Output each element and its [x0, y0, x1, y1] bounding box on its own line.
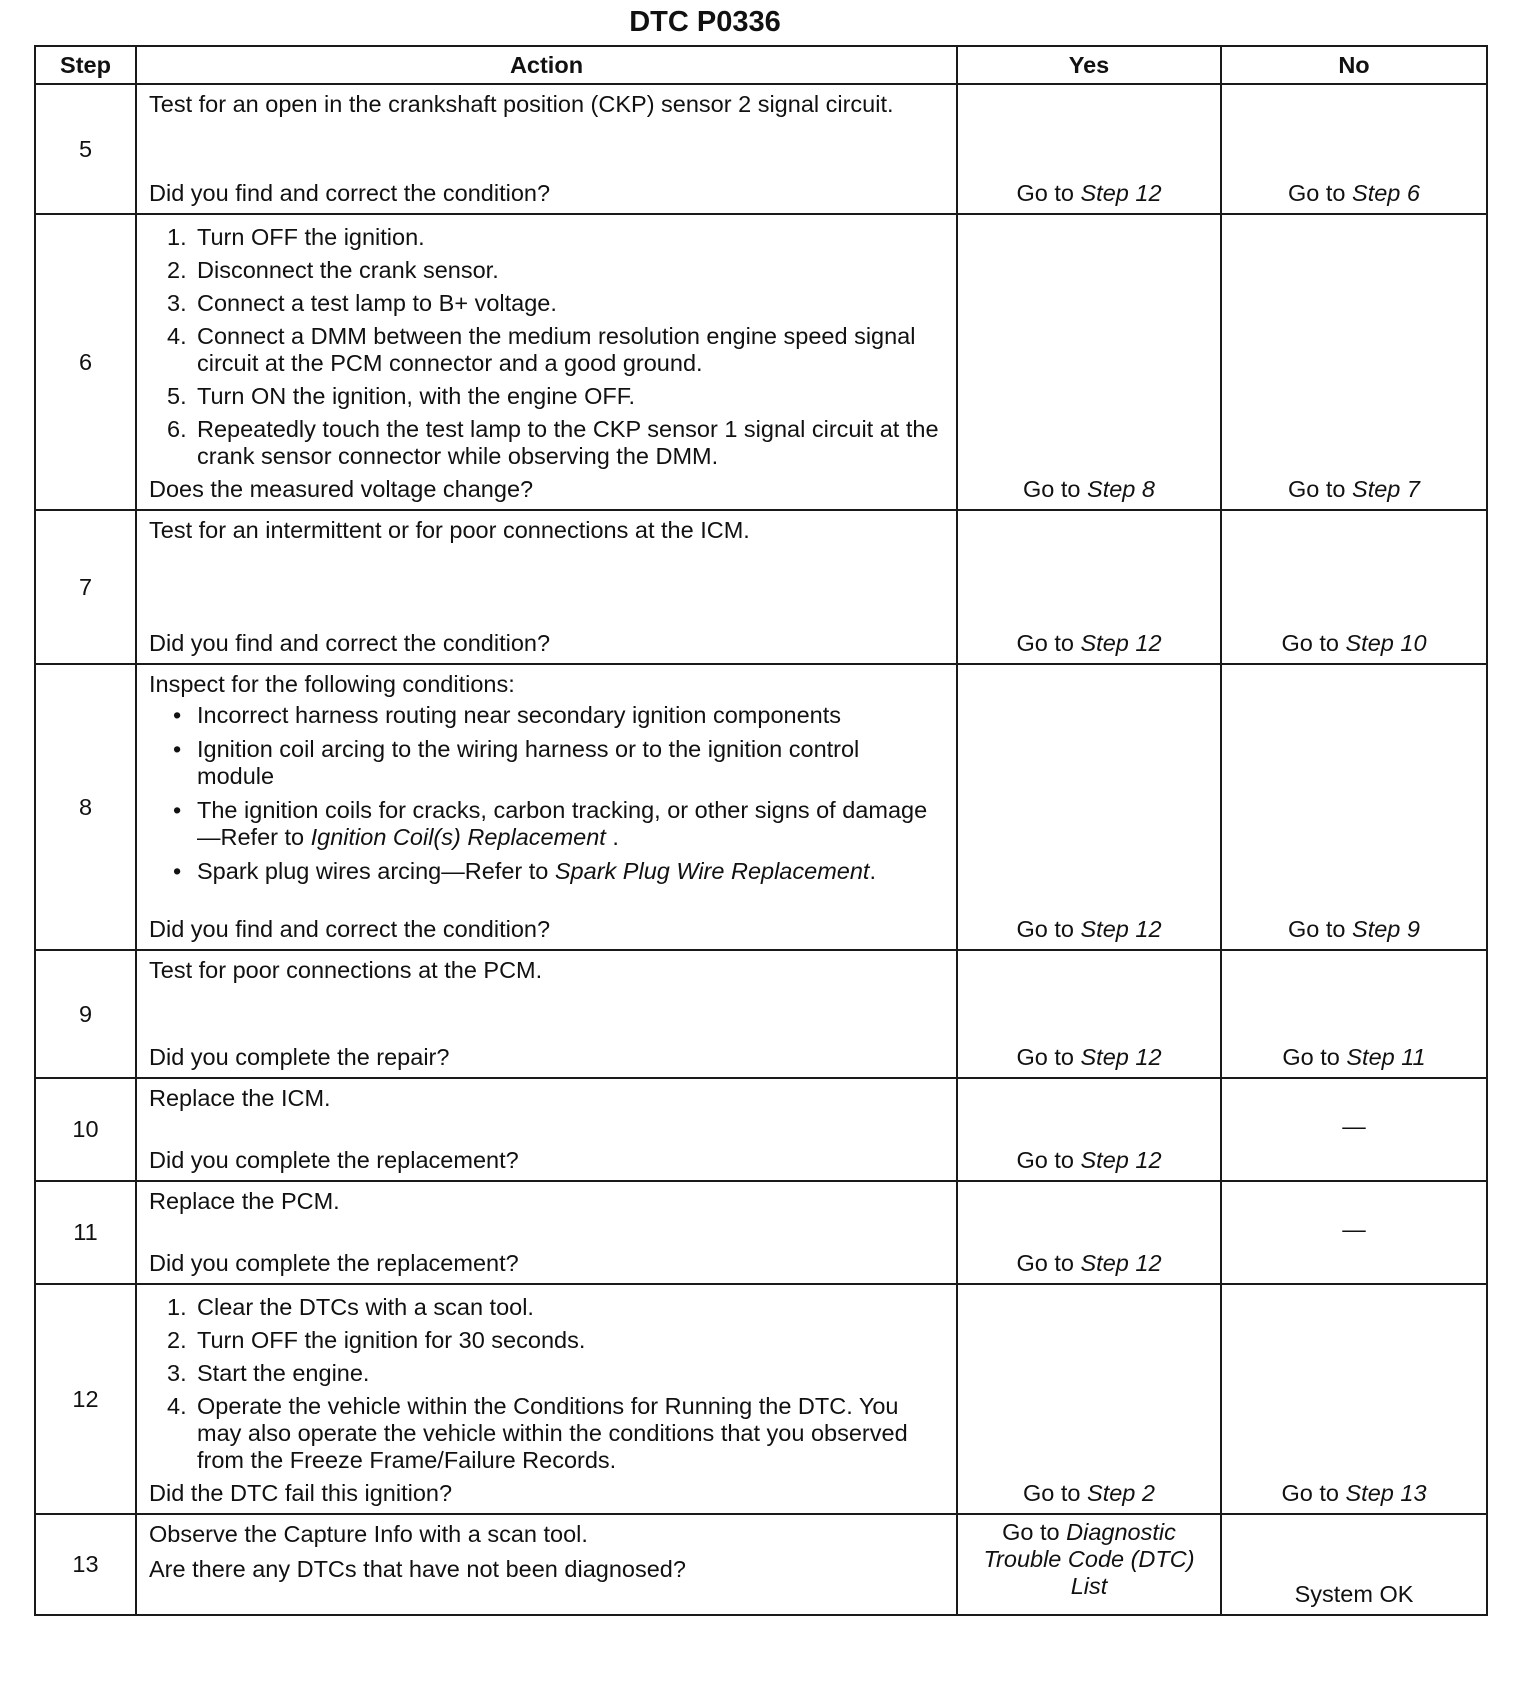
- yes-step-link[interactable]: Step 12: [1080, 1250, 1162, 1276]
- no-cell: [1221, 664, 1487, 950]
- list-text: Connect a test lamp to B+ voltage.: [197, 290, 557, 316]
- yes-step-link[interactable]: Step 8: [1087, 476, 1155, 502]
- yes-step-link[interactable]: Step 12: [1080, 1147, 1162, 1173]
- action-text: Test for poor connections at the PCM.: [149, 957, 543, 983]
- list-item: [167, 1360, 942, 1387]
- list-number: 1.: [167, 1294, 187, 1320]
- no-step-link[interactable]: Step 13: [1345, 1480, 1427, 1506]
- list-text: Turn OFF the ignition.: [197, 224, 425, 250]
- list-text: Repeatedly touch the test lamp to the CKP sensor 1 signal circuit at the crank sensor connector while observing the DMM.: [197, 416, 939, 469]
- action-question: Did you find and correct the condition?: [149, 630, 551, 656]
- action-cell: [136, 1514, 957, 1615]
- no-prefix: Go to: [1288, 180, 1353, 206]
- list-number: 1.: [167, 224, 187, 250]
- table-row: [35, 1078, 1487, 1181]
- list-item: [167, 224, 942, 251]
- no-cell: [1221, 214, 1487, 510]
- step-number: 12: [35, 1284, 136, 1514]
- no-cell: [1221, 510, 1487, 664]
- yes-cell: [957, 1284, 1221, 1514]
- yes-prefix: Go to: [1016, 1250, 1081, 1276]
- action-text: Inspect for the following conditions:: [149, 671, 515, 697]
- list-item: [167, 1294, 942, 1321]
- yes-step-link[interactable]: Step 2: [1087, 1480, 1155, 1506]
- action-text: Test for an intermittent or for poor connections at the ICM.: [149, 517, 750, 543]
- list-number: 4.: [167, 323, 187, 349]
- table-row: [35, 214, 1487, 510]
- no-prefix: Go to: [1288, 916, 1353, 942]
- action-cell: [136, 510, 957, 664]
- yes-step-link[interactable]: Step 12: [1080, 916, 1162, 942]
- list-number: 4.: [167, 1393, 187, 1419]
- action-text: Test for an open in the crankshaft position (CKP) sensor 2 signal circuit.: [149, 91, 894, 117]
- reference-link[interactable]: Ignition Coil(s) Replacement: [310, 824, 606, 850]
- list-item: [167, 257, 942, 284]
- yes-prefix: Go to: [1016, 630, 1081, 656]
- action-question: Did the DTC fail this ignition?: [149, 1480, 453, 1506]
- procedure-list: [149, 221, 942, 476]
- table-row: [35, 950, 1487, 1078]
- list-text-tail: .: [605, 824, 619, 850]
- action-question: Did you complete the repair?: [149, 1044, 450, 1070]
- list-text: The ignition coils for cracks, carbon tracking, or other signs of damage—Refer to: [197, 797, 928, 850]
- header-no: No: [1221, 46, 1487, 84]
- yes-prefix: Go to: [1016, 916, 1081, 942]
- yes-cell: [957, 950, 1221, 1078]
- header-row: [35, 46, 1487, 84]
- table-row: [35, 1181, 1487, 1284]
- list-number: 2.: [167, 257, 187, 283]
- list-item: [167, 1327, 942, 1354]
- action-text: Replace the ICM.: [149, 1085, 331, 1111]
- list-number: 3.: [167, 1360, 187, 1386]
- yes-cell: [957, 1181, 1221, 1284]
- list-item: [173, 797, 942, 851]
- action-cell: [136, 950, 957, 1078]
- step-number: 9: [35, 950, 136, 1078]
- action-cell: [136, 214, 957, 510]
- list-text: Turn ON the ignition, with the engine OFF.: [197, 383, 636, 409]
- no-cell: [1221, 84, 1487, 214]
- action-question: Are there any DTCs that have not been diagnosed?: [149, 1556, 686, 1582]
- no-cell: [1221, 1284, 1487, 1514]
- list-text: Disconnect the crank sensor.: [197, 257, 499, 283]
- yes-cell: [957, 1078, 1221, 1181]
- action-cell: [136, 84, 957, 214]
- no-cell: System OK: [1221, 1514, 1487, 1615]
- yes-cell: [957, 214, 1221, 510]
- list-text: Connect a DMM between the medium resolution engine speed signal circuit at the PCM connector and a good ground.: [197, 323, 916, 376]
- no-cell: [1221, 950, 1487, 1078]
- page-title: DTC P0336: [629, 6, 781, 38]
- list-number: 6.: [167, 416, 187, 442]
- yes-cell: [957, 84, 1221, 214]
- yes-dtc-list-link[interactable]: Diagnostic Trouble Code (DTC) List: [983, 1519, 1195, 1599]
- diagnostic-table: [34, 45, 1488, 1616]
- step-number: 8: [35, 664, 136, 950]
- list-item: [173, 736, 942, 790]
- no-step-link[interactable]: Step 11: [1346, 1044, 1426, 1070]
- yes-cell: [957, 1514, 1221, 1615]
- header-step: Step: [35, 46, 136, 84]
- step-number: 7: [35, 510, 136, 664]
- list-item: [167, 1393, 942, 1474]
- table-row: [35, 510, 1487, 664]
- action-cell: [136, 1284, 957, 1514]
- reference-link[interactable]: Spark Plug Wire Replacement: [554, 858, 870, 884]
- action-cell: [136, 1078, 957, 1181]
- action-cell: [136, 664, 957, 950]
- table-row: [35, 664, 1487, 950]
- list-text: Start the engine.: [197, 1360, 370, 1386]
- action-question: Did you find and correct the condition?: [149, 180, 551, 206]
- list-text: Spark plug wires arcing—Refer to: [197, 858, 555, 884]
- action-text: Observe the Capture Info with a scan tool.: [149, 1521, 588, 1547]
- bullet-icon: •: [173, 736, 182, 762]
- step-number: 10: [35, 1078, 136, 1181]
- no-step-link[interactable]: Step 6: [1352, 180, 1420, 206]
- table-row: [35, 1514, 1487, 1615]
- action-cell: [136, 1181, 957, 1284]
- list-text: Incorrect harness routing near secondary ignition components: [197, 702, 842, 728]
- table-row: [35, 1284, 1487, 1514]
- yes-prefix: Go to: [1016, 1044, 1081, 1070]
- no-prefix: Go to: [1288, 476, 1353, 502]
- action-question: Did you complete the replacement?: [149, 1147, 519, 1173]
- bullet-icon: •: [173, 797, 182, 823]
- yes-prefix: Go to: [1016, 1147, 1081, 1173]
- list-text: Operate the vehicle within the Conditions for Running the DTC. You may also operate the vehicle within the conditions that you observed from the Freeze Frame/Failure Records.: [197, 1393, 908, 1473]
- list-number: 3.: [167, 290, 187, 316]
- list-text: Turn OFF the ignition for 30 seconds.: [197, 1327, 586, 1353]
- header-yes: Yes: [957, 46, 1221, 84]
- action-text: Replace the PCM.: [149, 1188, 340, 1214]
- header-action: Action: [136, 46, 957, 84]
- step-number: 6: [35, 214, 136, 510]
- no-cell: —: [1221, 1181, 1487, 1284]
- table-row: [35, 84, 1487, 214]
- list-number: 2.: [167, 1327, 187, 1353]
- yes-prefix: Go to: [1002, 1519, 1067, 1545]
- list-item: [173, 858, 942, 885]
- yes-prefix: Go to: [1016, 180, 1081, 206]
- no-step-link[interactable]: Step 9: [1352, 916, 1420, 942]
- action-question: Did you complete the replacement?: [149, 1250, 519, 1276]
- list-number: 5.: [167, 383, 187, 409]
- list-item: [167, 290, 942, 317]
- step-number: 11: [35, 1181, 136, 1284]
- yes-prefix: Go to: [1023, 476, 1088, 502]
- list-item: [167, 383, 942, 410]
- list-text: Clear the DTCs with a scan tool.: [197, 1294, 534, 1320]
- list-text: Ignition coil arcing to the wiring harness or to the ignition control module: [197, 736, 860, 789]
- list-text-tail: .: [869, 858, 876, 884]
- no-prefix: Go to: [1281, 630, 1346, 656]
- step-number: 5: [35, 84, 136, 214]
- no-step-link[interactable]: Step 7: [1352, 476, 1420, 502]
- action-question: Does the measured voltage change?: [149, 476, 534, 502]
- step-number: 13: [35, 1514, 136, 1615]
- no-step-link[interactable]: Step 10: [1345, 630, 1427, 656]
- yes-cell: [957, 510, 1221, 664]
- bullet-icon: •: [173, 702, 182, 728]
- yes-step-link[interactable]: Step 12: [1080, 630, 1162, 656]
- condition-list: [149, 702, 942, 885]
- yes-step-link[interactable]: Step 12: [1080, 1044, 1162, 1070]
- yes-cell: [957, 664, 1221, 950]
- bullet-icon: •: [173, 858, 182, 884]
- no-prefix: Go to: [1282, 1044, 1347, 1070]
- list-item: [167, 416, 942, 470]
- list-item: [173, 702, 942, 729]
- action-question: Did you find and correct the condition?: [149, 916, 551, 942]
- no-prefix: Go to: [1281, 1480, 1346, 1506]
- yes-prefix: Go to: [1023, 1480, 1088, 1506]
- list-item: [167, 323, 942, 377]
- procedure-list: [149, 1291, 942, 1480]
- no-cell: —: [1221, 1078, 1487, 1181]
- yes-step-link[interactable]: Step 12: [1080, 180, 1162, 206]
